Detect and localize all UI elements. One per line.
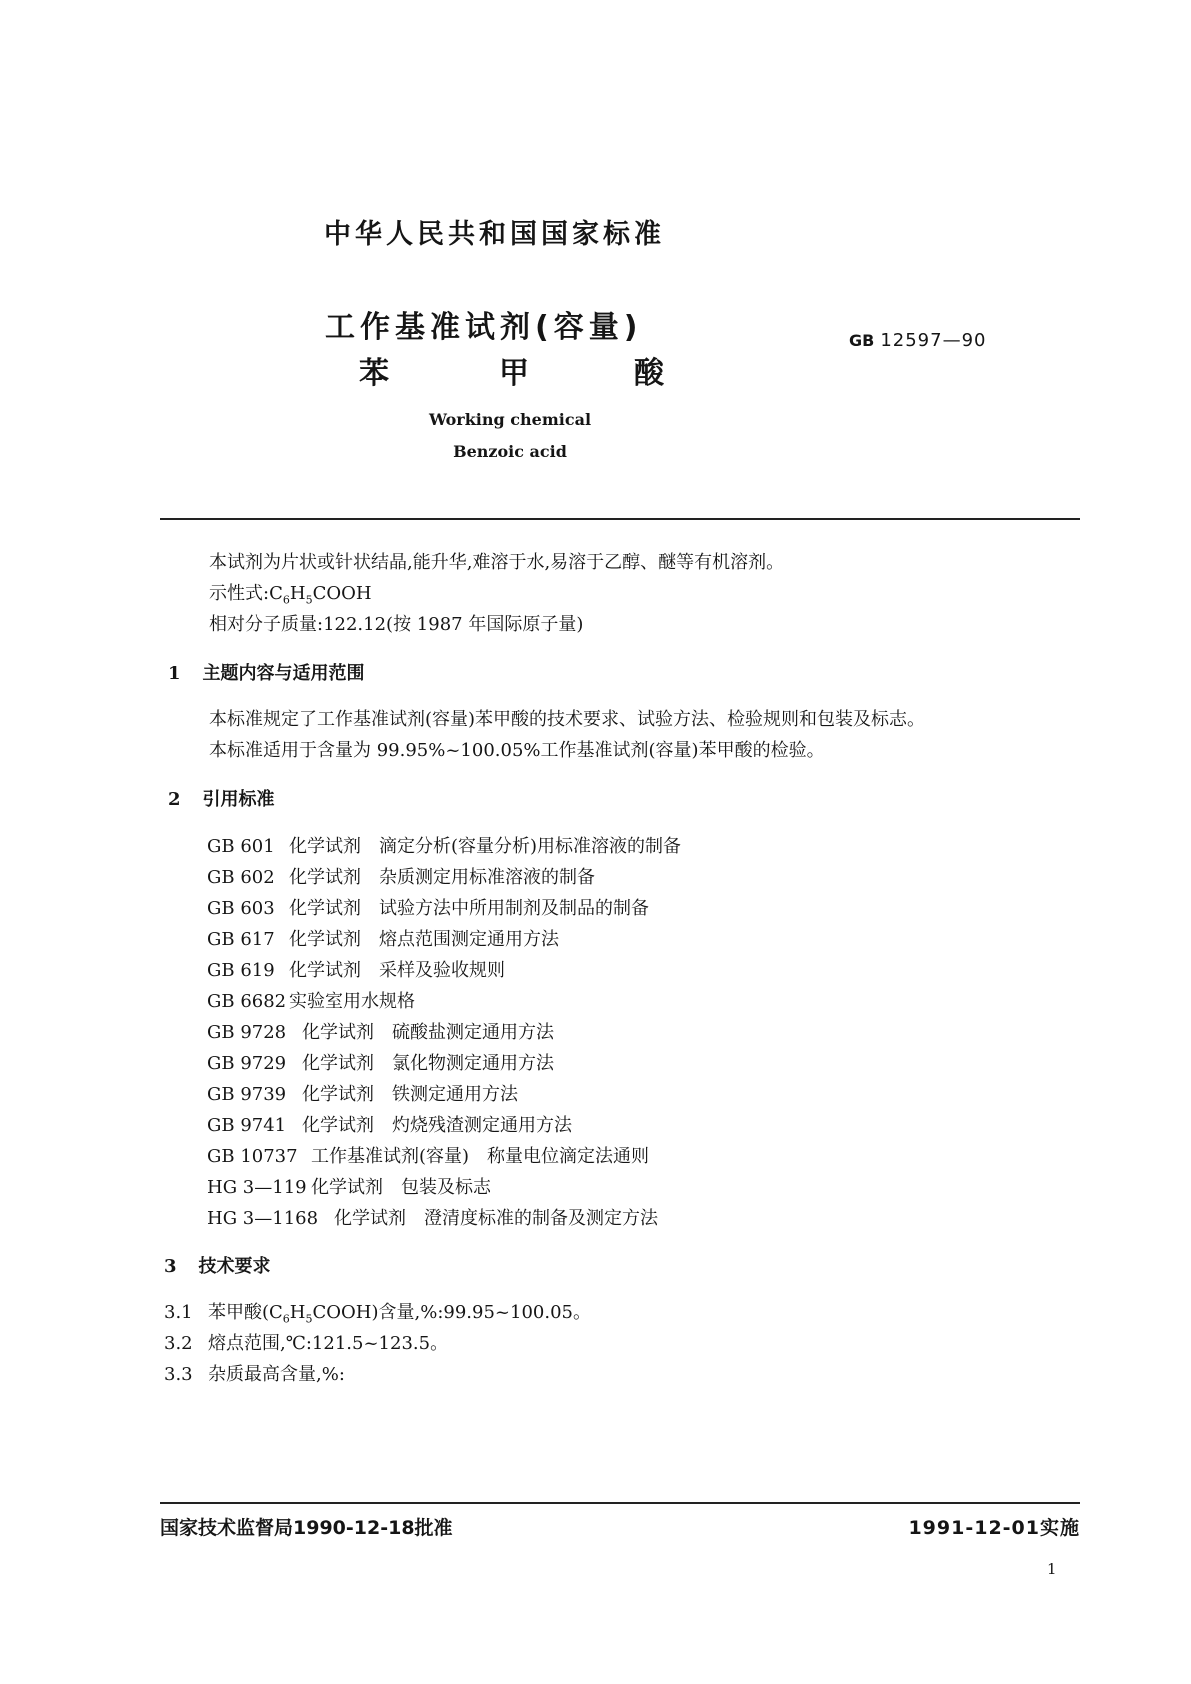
reference-item: HG 3—119 化学试剂 包装及标志 — [207, 1177, 491, 1198]
reference-item: GB 9741 化学试剂 灼烧残渣测定通用方法 — [207, 1115, 572, 1136]
section-3-item-2: 3.2 熔点范围,℃:121.5~123.5。 — [164, 1333, 449, 1354]
footer-divider — [160, 1502, 1080, 1504]
reference-item: HG 3—1168 化学试剂 澄清度标准的制备及测定方法 — [207, 1208, 658, 1229]
section-1-number: 1 — [168, 663, 181, 684]
section-1-para-2: 本标准适用于含量为 99.95%~100.05%工作基准试剂(容量)苯甲酸的检验。 — [209, 740, 825, 761]
page-number: 1 — [1047, 1560, 1057, 1578]
section-2-heading — [168, 785, 275, 811]
intro-molar-mass: 相对分子质量:122.12(按 1987 年国际原子量) — [209, 614, 584, 635]
reference-item: GB 617 化学试剂 熔点范围测定通用方法 — [207, 929, 559, 950]
substance-char-3: 酸 — [634, 356, 664, 391]
standard-code — [849, 330, 987, 351]
standard-title: 工作基准试剂(容量) — [325, 310, 643, 345]
reference-item: GB 602 化学试剂 杂质测定用标准溶液的制备 — [207, 867, 595, 888]
reference-item: GB 619 化学试剂 采样及验收规则 — [207, 960, 505, 981]
section-3-heading — [164, 1252, 271, 1278]
standard-code-number: 12597—90 — [880, 330, 987, 351]
intro-formula: 示性式$:C_6H_5COOH$ — [209, 583, 372, 607]
section-1-para-1: 本标准规定了工作基准试剂(容量)苯甲酸的技术要求、试验方法、检验规则和包装及标志。 — [209, 709, 926, 730]
national-standard-title: 中华人民共和国国家标准 — [324, 219, 665, 250]
section-2-title: 引用标准 — [202, 789, 275, 810]
reference-item: GB 9739 化学试剂 铁测定通用方法 — [207, 1084, 518, 1105]
header-divider — [160, 518, 1080, 520]
formula-label: 示性式: — [209, 583, 270, 604]
reference-item: GB 9728 化学试剂 硫酸盐测定通用方法 — [207, 1022, 554, 1043]
section-3-title: 技术要求 — [198, 1256, 271, 1277]
english-title-line-1: Working chemical — [428, 410, 592, 429]
section-1-heading — [168, 659, 365, 685]
standard-code-prefix: GB — [849, 331, 875, 350]
english-title-line-2: Benzoic acid — [453, 442, 567, 461]
reference-item: GB 603 化学试剂 试验方法中所用制剂及制品的制备 — [207, 898, 649, 919]
reference-item: GB 6682 实验室用水规格 — [207, 991, 415, 1012]
section-3-item-1: 3.1 苯甲酸$(C_6H_5COOH)$含量,%:99.95~100.05。 — [164, 1302, 591, 1326]
substance-char-2: 甲 — [499, 356, 529, 391]
substance-char-1: 苯 — [359, 356, 389, 391]
section-3-number: 3 — [164, 1256, 177, 1277]
intro-description: 本试剂为片状或针状结晶,能升华,难溶于水,易溶于乙醇、醚等有机溶剂。 — [209, 552, 785, 573]
effective-date: 1991-12-01实施 — [908, 1517, 1080, 1539]
reference-item: GB 9729 化学试剂 氯化物测定通用方法 — [207, 1053, 554, 1074]
section-3-item-3: 3.3 杂质最高含量,%: — [164, 1364, 345, 1385]
reference-item: GB 601 化学试剂 滴定分析(容量分析)用标准溶液的制备 — [207, 836, 682, 857]
section-2-number: 2 — [168, 789, 181, 810]
approval-date: 国家技术监督局1990-12-18批准 — [160, 1517, 453, 1539]
reference-item: GB 10737 工作基准试剂(容量) 称量电位滴定法通则 — [207, 1146, 650, 1167]
section-1-title: 主题内容与适用范围 — [202, 663, 365, 684]
